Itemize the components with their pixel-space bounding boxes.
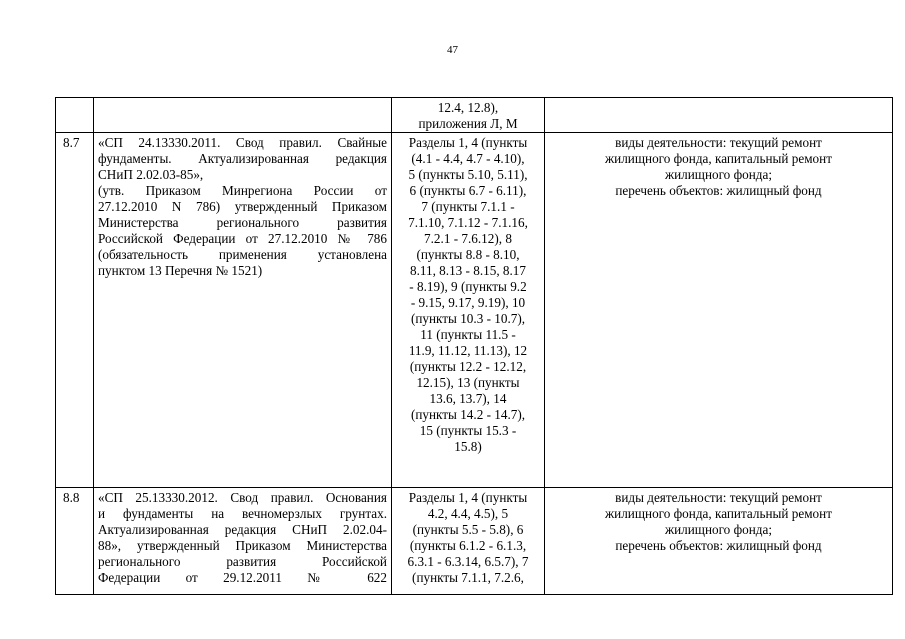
text-line: 15 (пункты 15.3 -: [419, 423, 517, 438]
text-line: 7 (пункты 7.1.1 -: [421, 199, 515, 214]
text-line: «СП 25.13330.2012. Свод правил. Основания: [98, 490, 387, 505]
text-line: жилищного фонда, капитальный ремонт: [605, 506, 832, 521]
text-line: (пункты 12.2 - 12.12,: [409, 359, 527, 374]
text-line: (4.1 - 4.4, 4.7 - 4.10),: [411, 151, 525, 166]
text-line: 4.2, 4.4, 4.5), 5: [427, 506, 509, 521]
text-line: (обязательность применения установлена: [98, 247, 387, 262]
cell-activity: [545, 98, 893, 133]
cell-description: [94, 488, 392, 595]
text-line: 6.3.1 - 6.3.14, 6.5.7), 7: [407, 554, 529, 569]
text-line: - 9.15, 9.17, 9.19), 10: [410, 295, 526, 310]
text-line: Разделы 1, 4 (пункты: [408, 490, 528, 505]
cell-description: [94, 98, 392, 133]
text-line: 11.9, 11.12, 11.13), 12: [408, 343, 528, 358]
text-line: 27.12.2010 N 786) утвержденный Приказом: [98, 199, 387, 214]
cell-sections: [392, 133, 545, 488]
text-line: 12.4, 12.8),: [437, 100, 499, 115]
text-line: и фундаменты на вечномерзлых грунтах.: [98, 506, 387, 521]
text-line: Министерства регионального развития: [98, 215, 387, 230]
text-line: Российской Федерации от 27.12.2010 № 786: [98, 231, 387, 246]
text-line: (пункты 14.2 - 14.7),: [410, 407, 526, 422]
text-line: виды деятельности: текущий ремонт: [615, 135, 822, 150]
text-line: 11 (пункты 11.5 -: [420, 327, 516, 342]
text-line: (утв. Приказом Минрегиона России от: [98, 183, 387, 198]
cell-activity: [545, 133, 893, 488]
standards-table: [55, 97, 893, 595]
text-line: 13.6, 13.7), 14: [429, 391, 507, 406]
text-line: (пункты 5.5 - 5.8), 6: [412, 522, 524, 537]
text-line: «СП 24.13330.2011. Свод правил. Свайные: [98, 135, 387, 150]
table-row-continuation: [56, 98, 893, 133]
cell-num: [56, 98, 94, 133]
text-line: перечень объектов: жилищный фонд: [615, 183, 822, 198]
text-line: жилищного фонда, капитальный ремонт: [605, 151, 832, 166]
text-line: 7.2.1 - 7.6.12), 8: [424, 231, 512, 246]
text-line: 88», утвержденный Приказом Министерства: [98, 538, 387, 553]
text-line: 6 (пункты 6.7 - 6.11),: [409, 183, 527, 198]
text-line: перечень объектов: жилищный фонд: [615, 538, 822, 553]
text-line: 7.1.10, 7.1.12 - 7.1.16,: [408, 215, 528, 230]
text-line: Разделы 1, 4 (пункты: [408, 135, 528, 150]
text-line: Федерации от 29.12.2011 № 622: [98, 570, 387, 585]
cell-sections: [392, 98, 545, 133]
text-line: фундаменты. Актуализированная редакция: [98, 151, 387, 166]
page-number: 47: [447, 44, 458, 56]
text-line: жилищного фонда;: [664, 167, 772, 182]
row-number: 8.7: [56, 133, 94, 488]
text-line: (пункты 7.1.1, 7.2.6,: [412, 570, 524, 585]
text-line: (пункты 10.3 - 10.7),: [410, 311, 526, 326]
cell-activity: [545, 488, 893, 595]
text-line: - 8.19), 9 (пункты 9.2: [409, 279, 527, 294]
cell-sections: [392, 488, 545, 595]
text-line: регионального развития Российской: [98, 554, 387, 569]
text-line: 15.8): [454, 439, 482, 454]
text-line: приложения Л, М: [418, 116, 518, 131]
text-line: жилищного фонда;: [664, 522, 772, 537]
text-line: Актуализированная редакция СНиП 2.02.04-: [98, 522, 387, 537]
text-line: (пункты 8.8 - 8.10,: [416, 247, 520, 262]
text-line: (пункты 6.1.2 - 6.1.3,: [409, 538, 527, 553]
cell-description: [94, 133, 392, 488]
table-row: [56, 133, 893, 488]
text-line: виды деятельности: текущий ремонт: [615, 490, 822, 505]
text-line: СНиП 2.02.03-85»,: [98, 167, 204, 182]
text-line: 8.11, 8.13 - 8.15, 8.17: [410, 263, 526, 278]
table-row: [56, 488, 893, 595]
row-number: 8.8: [56, 488, 94, 595]
text-line: пунктом 13 Перечня № 1521): [98, 263, 263, 278]
text-line: 5 (пункты 5.10, 5.11),: [408, 167, 528, 182]
text-line: 12.15), 13 (пункты: [416, 375, 520, 390]
